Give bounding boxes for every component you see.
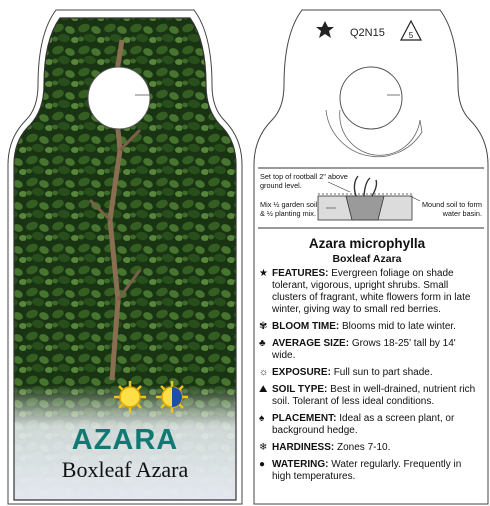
water-drop-icon: ●: [259, 459, 266, 470]
feature-item: ♣ AVERAGE SIZE: Grows 18-25' tall by 14' wide.: [259, 338, 456, 361]
planting-label-top: Set top of rootball 2" above ground level.: [260, 172, 348, 190]
feature-list: [259, 268, 481, 488]
planting-label-left: Mix ½ garden soil & ½ planting mix.: [260, 200, 318, 218]
common-name-front: Boxleaf Azara: [61, 457, 189, 482]
scientific-name: Azara microphylla: [308, 236, 426, 251]
star-icon: ★: [259, 268, 268, 279]
placement-icon: ♠: [259, 413, 265, 424]
planting-label-right: Mound soil to form water basin.: [421, 200, 482, 218]
soil-icon: ⛰: [259, 384, 268, 395]
hang-hole: [88, 67, 150, 129]
sun-icon: ☼: [259, 367, 269, 378]
bloom-icon: ✾: [259, 321, 268, 332]
feature-item: ♠ PLACEMENT: Ideal as a screen plant, or background hedge.: [259, 413, 455, 436]
feature-item: ❄ HARDINESS: Zones 7-10.: [259, 442, 391, 453]
feature-item: ★ FEATURES: Evergreen foliage on shade tolerant, vigorous, upright shrubs. Small clusters of fragrant, white flowers form in late winter, giving way to small red berries.: [259, 268, 471, 315]
svg-text:5: 5: [408, 31, 414, 40]
feature-item: ⛰ SOIL TYPE: Best in well-drained, nutrient rich soil. Tolerant of less ideal conditions.: [259, 384, 476, 407]
size-icon: ♣: [259, 338, 266, 349]
common-name-back: Boxleaf Azara: [332, 253, 402, 265]
feature-item: ☼ EXPOSURE: Full sun to part shade.: [259, 367, 433, 378]
hang-hole-back: [340, 67, 402, 129]
feature-item: ● WATERING: Water regularly. Frequently in high temperatures.: [259, 459, 462, 482]
tag-code: Q2N15: [350, 27, 385, 39]
snowflake-icon: ❄: [259, 442, 268, 453]
plant-name: AZARA: [71, 424, 179, 456]
feature-item: ✾ BLOOM TIME: Blooms mid to late winter.: [259, 321, 456, 332]
